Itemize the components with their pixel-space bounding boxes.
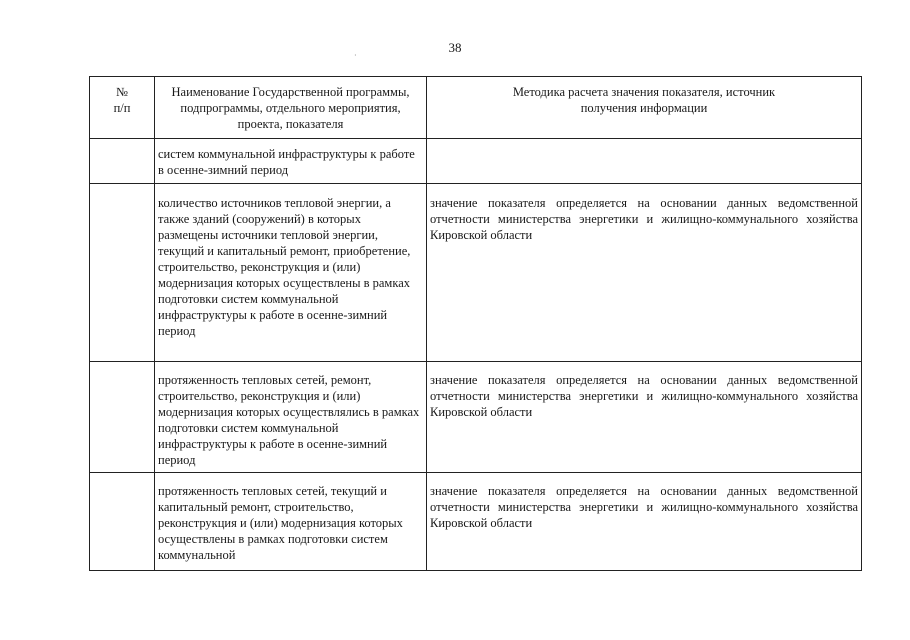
row-name: количество источников тепловой энергии, а также зданий (сооружений) в которых размещены источники тепловой энергии, текущий и капитальный ремонт, приобретение, строительство, реконструкция и (или) модернизация которых осуществлены в рамках подготовки систем коммунальной инфраструктуры к работе в осенне-зимний период [155,184,427,362]
header-method: Методика расчета значения показателя, источник получения информации [427,77,862,139]
row-method: значение показателя определяется на основании данных ведомственной отчетности министерства энергетики и жилищно-коммунального хозяйства Кировской области [427,184,862,362]
row-method [427,139,862,184]
indicator-methodology-table [89,76,862,571]
table-row [90,473,862,571]
scan-speck: · [354,51,357,60]
row-method: значение показателя определяется на основании данных ведомственной отчетности министерства энергетики и жилищно-коммунального хозяйства Кировской области [427,473,862,571]
row-number [90,473,155,571]
row-name: систем коммунальной инфраструктуры к работе в осенне-зимний период [155,139,427,184]
table-header-row [90,77,862,139]
header-name: Наименование Государственной программы, подпрограммы, отдельного мероприятия, проекта, показателя [155,77,427,139]
header-number: № п/п [90,77,155,139]
row-number [90,362,155,473]
page-number: 38 [448,40,462,55]
table-row [90,184,862,362]
row-method: значение показателя определяется на основании данных ведомственной отчетности министерства энергетики и жилищно-коммунального хозяйства Кировской области [427,362,862,473]
table-row [90,362,862,473]
table-row [90,139,862,184]
row-number [90,139,155,184]
row-number [90,184,155,362]
row-name: протяженность тепловых сетей, текущий и капитальный ремонт, строительство, реконструкция и (или) модернизация которых осуществлены в рамках подготовки систем коммунальной [155,473,427,571]
row-name: протяженность тепловых сетей, ремонт, строительство, реконструкция и (или) модернизация которых осуществлялись в рамках подготовки систем коммунальной инфраструктуры к работе в осенне-зимний период [155,362,427,473]
